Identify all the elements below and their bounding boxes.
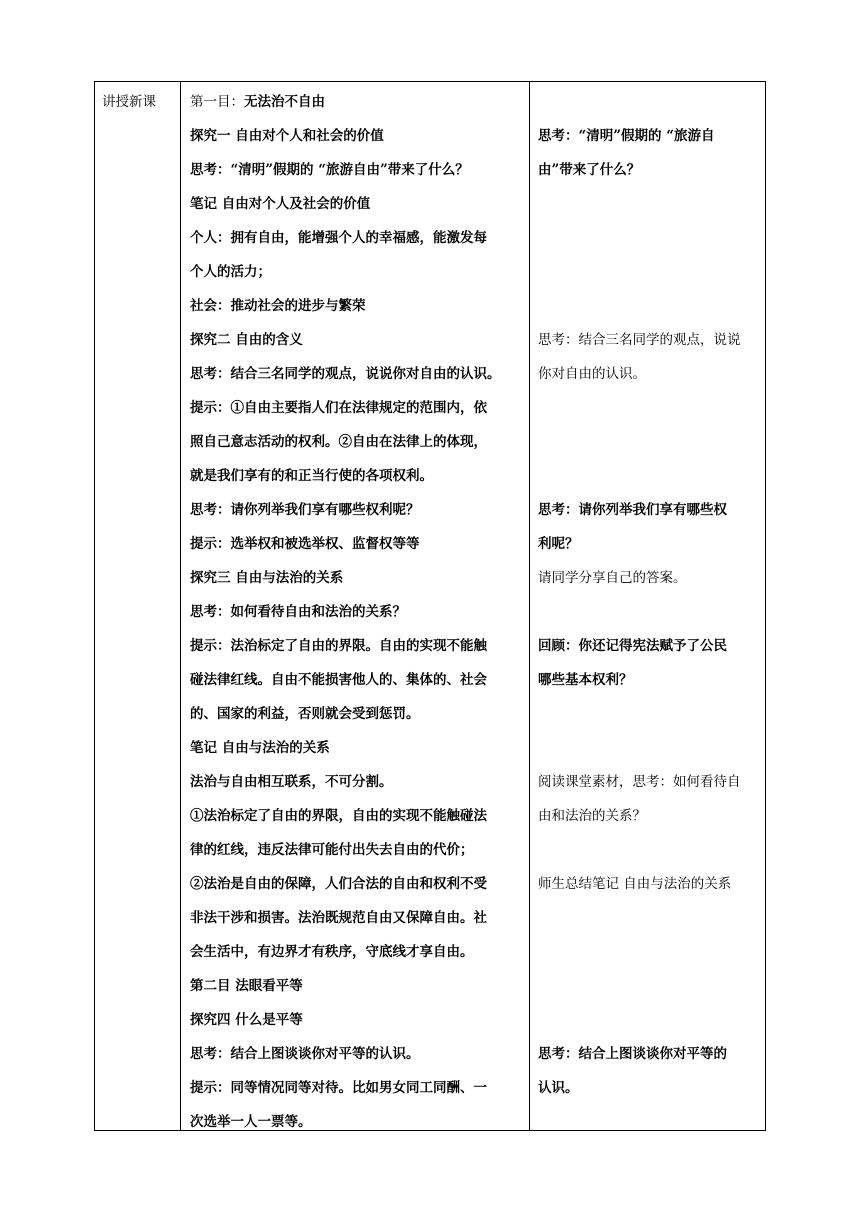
note-1-line-3: 社会：推动社会的进步与繁荣 <box>190 298 366 314</box>
question-rights: 思考：请你列举我们享有哪些权利呢？ <box>190 502 420 518</box>
explore-2-title: 探究二 自由的含义 <box>190 332 303 348</box>
explore-2-question: 思考：结合三名同学的观点，说说你对自由的认识。 <box>190 366 501 382</box>
activity-2-line-1: 思考：结合三名同学的观点，说说 <box>538 332 741 348</box>
note-2-title: 笔记 自由与法治的关系 <box>190 740 330 756</box>
note-2-line-4: ②法治是自由的保障，人们合法的自由和权利不受 <box>190 876 487 892</box>
hint-1-line-3: 就是我们享有的和正当行使的各项权利。 <box>190 468 433 484</box>
activity-7: 师生总结笔记 自由与法治的关系 <box>538 876 732 892</box>
activity-5-line-1: 回顾：你还记得宪法赋予了公民 <box>538 638 727 654</box>
lesson-table <box>94 81 766 1131</box>
hint-3-line-1: 提示：同等情况同等对待。比如男女同工同酬、一 <box>190 1080 487 1096</box>
activity-3-line-1: 思考：请你列举我们享有哪些权 <box>538 502 727 518</box>
explore-1-title: 探究一 自由对个人和社会的价值 <box>190 128 384 144</box>
hint-1-line-2: 照自己意志活动的权利。②自由在法律上的体现， <box>190 434 487 450</box>
content-column <box>181 82 530 1130</box>
activity-1-line-1: 思考：“清明”假期的 “旅游自 <box>538 128 715 144</box>
section-heading-2: 第二目 法眼看平等 <box>190 978 303 994</box>
activity-5-line-2: 哪些基本权利？ <box>538 672 633 688</box>
stage-label: 讲授新课 <box>102 94 156 110</box>
hint-3-line-2: 次选举一人一票等。 <box>190 1114 312 1130</box>
explore-3-question: 思考：如何看待自由和法治的关系？ <box>190 604 406 620</box>
note-2-line-2: ①法治标定了自由的界限，自由的实现不能触碰法 <box>190 808 487 824</box>
activity-4: 请同学分享自己的答案。 <box>538 570 687 586</box>
activity-6-line-1: 阅读课堂素材，思考：如何看待自 <box>538 774 741 790</box>
explore-3-title: 探究三 自由与法治的关系 <box>190 570 344 586</box>
hint-2-line-1: 提示：法治标定了自由的界限。自由的实现不能触 <box>190 638 487 654</box>
section-heading-1: 第一目：无法治不自由 <box>190 94 325 110</box>
activity-2-line-2: 你对自由的认识。 <box>538 366 646 382</box>
note-2-line-5: 非法干涉和损害。法治既规范自由又保障自由。社 <box>190 910 487 926</box>
activity-3-line-2: 利呢？ <box>538 536 579 552</box>
hint-1-line-1: 提示：①自由主要指人们在法律规定的范围内，依 <box>190 400 487 416</box>
explore-1-question: 思考：“清明”假期的 “旅游自由”带来了什么？ <box>190 162 469 178</box>
activity-8-line-1: 思考：结合上图谈谈你对平等的 <box>538 1046 727 1062</box>
note-2-line-1: 法治与自由相互联系，不可分割。 <box>190 774 393 790</box>
activity-1-line-2: 由”带来了什么？ <box>538 162 641 178</box>
note-1-line-1: 个人：拥有自由，能增强个人的幸福感，能激发每 <box>190 230 487 246</box>
note-2-line-3: 律的红线，违反法律可能付出失去自由的代价； <box>190 842 474 858</box>
activity-8-line-2: 认识。 <box>538 1080 579 1096</box>
activity-column <box>530 82 765 1130</box>
hint-2-line-2: 碰法律红线。自由不能损害他人的、集体的、社会 <box>190 672 487 688</box>
note-1-title: 笔记 自由对个人及社会的价值 <box>190 196 371 212</box>
activity-6-line-2: 由和法治的关系？ <box>538 808 646 824</box>
explore-4-question: 思考：结合上图谈谈你对平等的认识。 <box>190 1046 420 1062</box>
note-2-line-6: 会生活中，有边界才有秩序，守底线才享自由。 <box>190 944 474 960</box>
stage-column <box>95 82 181 1130</box>
hint-rights: 提示：选举权和被选举权、监督权等等 <box>190 536 420 552</box>
hint-2-line-3: 的、国家的利益，否则就会受到惩罚。 <box>190 706 420 722</box>
explore-4-title: 探究四 什么是平等 <box>190 1012 303 1028</box>
note-1-line-2: 个人的活力； <box>190 264 271 280</box>
